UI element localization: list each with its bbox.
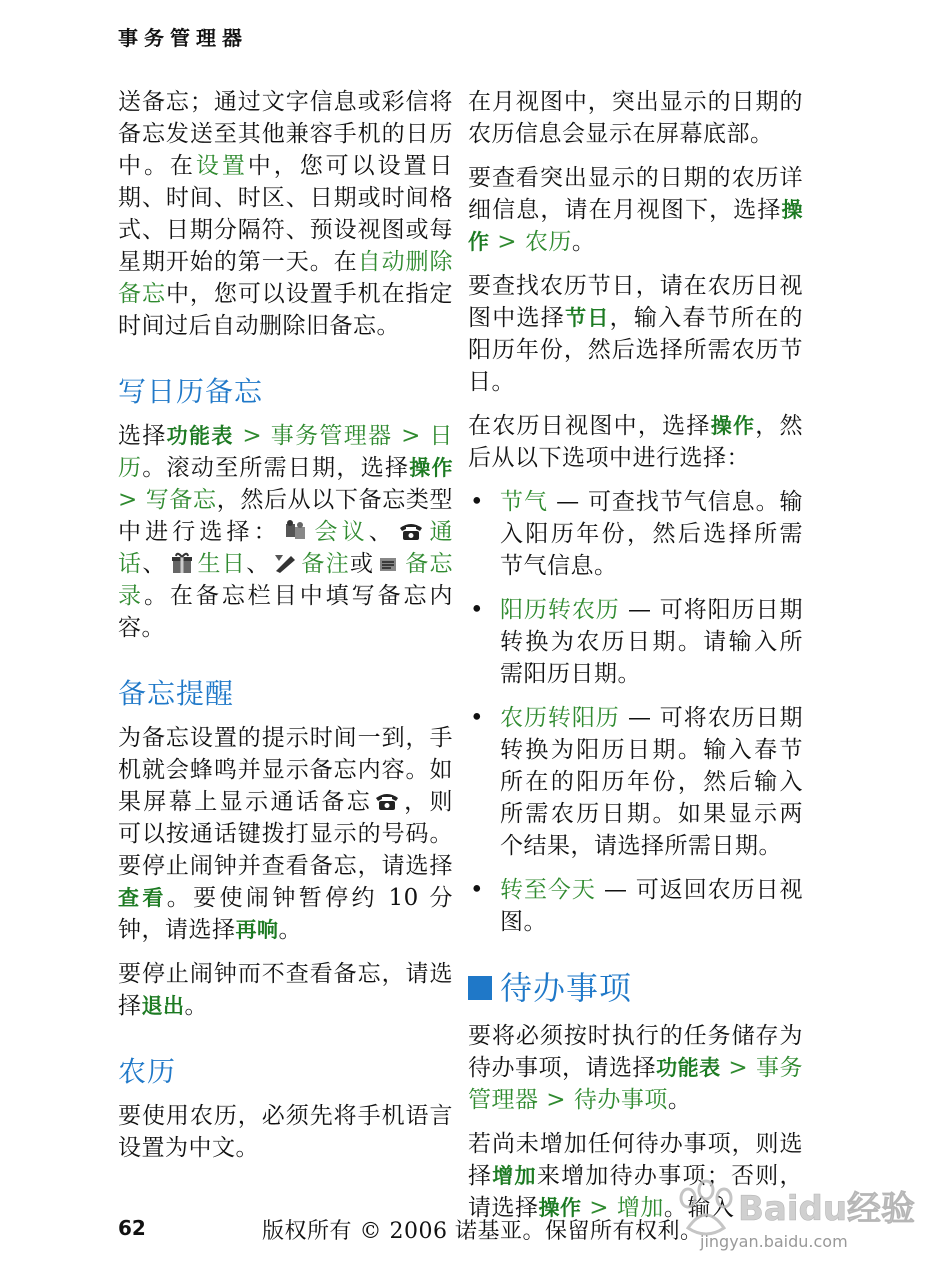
lunar-heading: 农历 [118,1055,177,1088]
lunar-options-list [468,486,803,938]
running-header: 事务管理器 [118,26,248,50]
auto-delete-link: 自动删除备忘 [118,249,454,307]
phone-icon [398,520,424,542]
section-square-icon [468,976,492,1000]
copyright-notice: 版权所有 © 2006 诺基亚。保留所有权利。 [262,1219,703,1244]
list-item: • 节气 — 可查找节气信息。输入阳历年份，然后选择所需节气信息。 [470,489,804,579]
memo-icon [376,552,402,574]
gift-icon [169,552,195,574]
list-item: • 农历转阳历 — 可将农历日期转换为阳历日期。输入春节所在的阳历年份，然后输入所需农历日期。如果显示两个结果，请选择所需日期。 [470,705,804,859]
list-item: • 转至今天 — 可返回农历日视图。 [470,877,804,935]
lunar-paragraph: 要使用农历，必须先将手机语言设置为中文。 [118,1103,453,1161]
right-column [468,86,803,1236]
page-number: 62 [118,1216,146,1240]
svg-text:Baidu经验: Baidu经验 [738,1189,916,1229]
todo-paragraph: 要将必须按时执行的任务储存为待办事项，请选择功能表 > 事务管理器 > 待办事项。 [468,1023,804,1113]
todo-add-paragraph: 若尚未增加任何待办事项，则选择增加来增加待办事项；否则，请选择操作 > 增加。输入 [468,1131,804,1221]
pen-icon [273,552,299,574]
alarm-paragraph: 为备忘设置的提示时间一到，手机就会蜂鸣并显示备忘内容。如果屏幕上显示通话备忘 ，则可以按通话键拨打显示的号码。要停止闹钟并查看备忘，请选择查看。要使闹钟暂停约 10 分钟，请选择再响。 [118,725,454,943]
write-note-heading: 写日历备忘 [118,375,264,408]
todo-heading: 待办事项 [468,968,803,1008]
intro-paragraph: 送备忘；通过文字信息或彩信将备忘发送至其他兼容手机的日历中。在设置中，您可以设置日期、时间、时区、日期或时间格式、日期分隔符、预设视图或每星期开始的第一天。在自动删除备忘中，您可以设置手机在指定时间过后自动删除旧备忘。 [118,89,454,339]
write-note-paragraph: 选择功能表 > 事务管理器 > 日历。滚动至所需日期，选择操作 > 写备忘，然后从以下备忘类型中进行选择： 会议、 通话、 生日、 备注或 备忘录。在备忘栏目中填写备忘内容。 [118,423,454,641]
left-column [118,86,453,1176]
lunar-festival-paragraph: 要查找农历节日，请在农历日视图中选择节日，输入春节所在的阳历年份，然后选择所需农历节日。 [468,273,804,395]
alarm-heading: 备忘提醒 [118,677,235,710]
month-view-paragraph: 在月视图中，突出显示的日期的农历信息会显示在屏幕底部。 [468,89,803,147]
meeting-icon [283,520,309,542]
list-item: • 阳历转农历 — 可将阳历日期转换为农历日期。请输入所需阳历日期。 [470,597,804,687]
settings-link: 设置 [195,153,248,179]
lunar-detail-paragraph: 要查看突出显示的日期的农历详细信息，请在月视图下，选择操作 > 农历。 [468,165,803,255]
lunar-options-paragraph: 在农历日视图中，选择操作，然后从以下选项中进行选择： [468,413,804,471]
alarm-exit-paragraph: 要停止闹钟而不查看备忘，请选择退出。 [118,961,453,1019]
phone-icon [374,790,400,812]
watermark-url: jingyan.baidu.com [700,1232,848,1251]
